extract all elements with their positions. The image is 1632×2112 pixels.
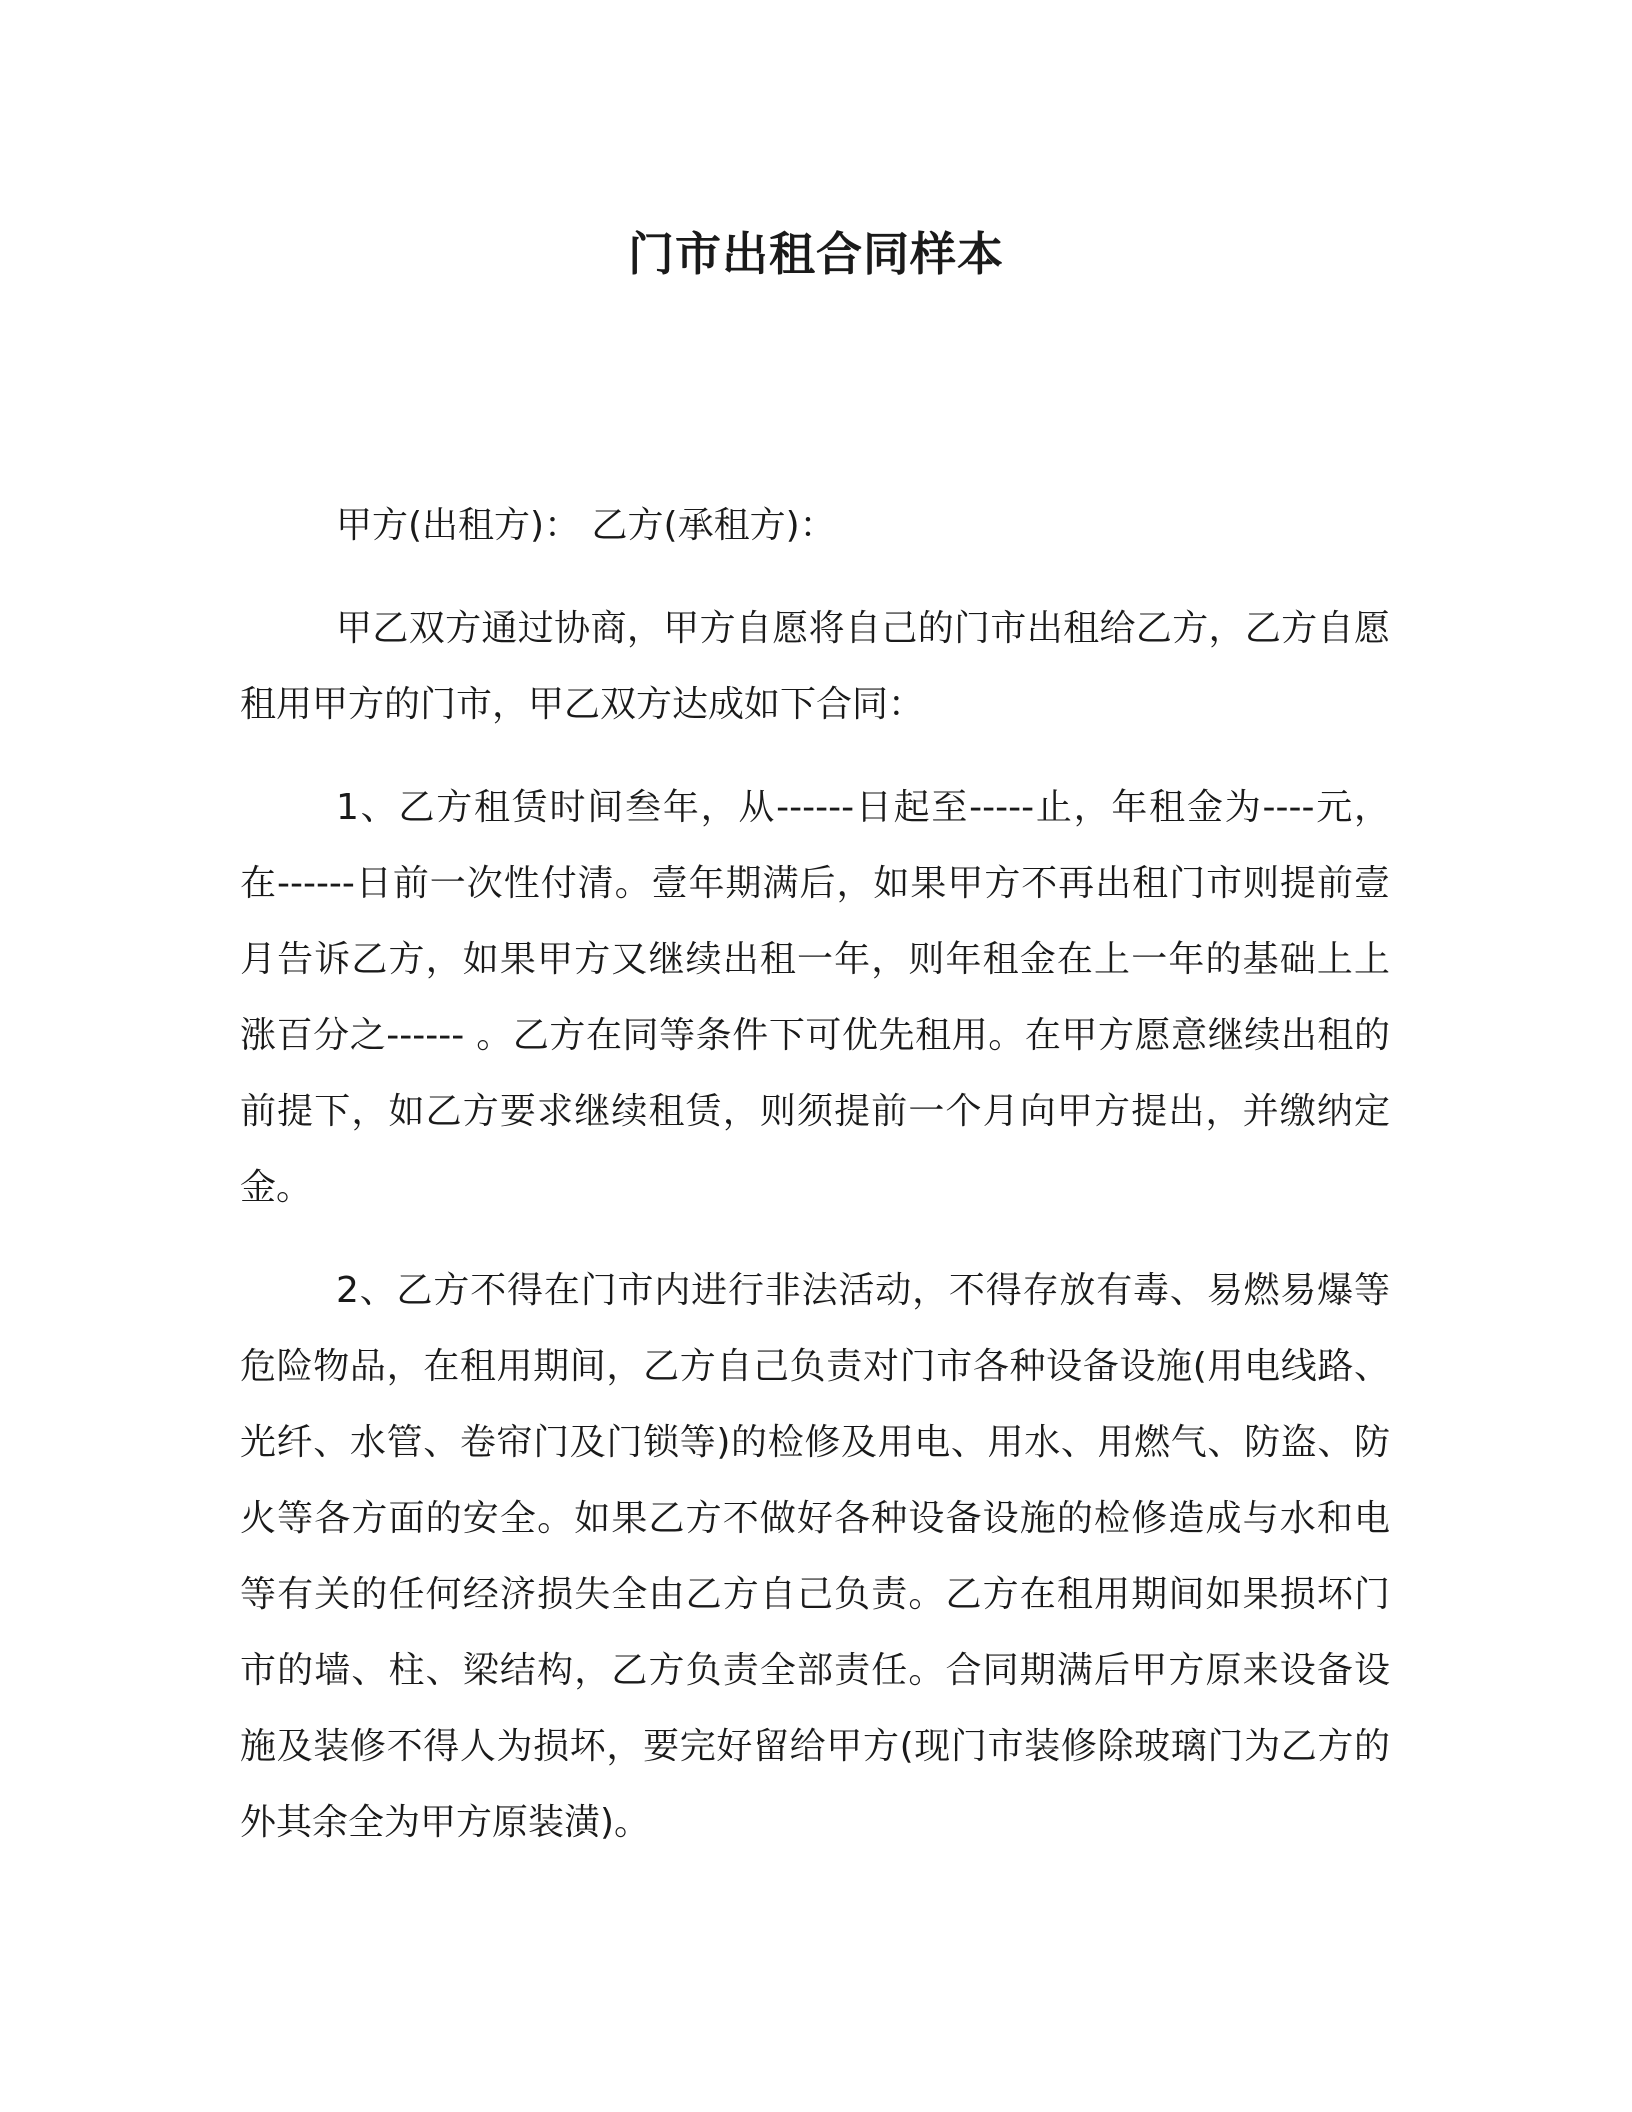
parties-line: 甲方(出租方)： 乙方(承租方)： bbox=[336, 505, 836, 546]
document-body bbox=[240, 488, 1390, 1888]
clause-2-paragraph: 2、乙方不得在门市内进行非法活动，不得存放有毒、易燃易爆等危险物品，在租用期间，乙方自己负责对门市各种设备设施(用电线路、光纤、水管、卷帘门及门锁等)的检修及用电、用水、用燃气、防盗、防火等各方面的安全。如果乙方不做好各种设备设施的检修造成与水和电等有关的任何经济损失全由乙方自己负责。乙方在租用期间如果损坏门市的墙、柱、梁结构，乙方负责全部责任。合同期满后甲方原来设备设施及装修不得人为损坏，要完好留给甲方(现门市装修除玻璃门为乙方的外其余全为甲方原装潢)。 bbox=[240, 1270, 1390, 1843]
clause-1-paragraph: 1、乙方租赁时间叁年，从------日起至-----止，年租金为----元，在------日前一次性付清。壹年期满后，如果甲方不再出租门市则提前壹月告诉乙方，如果甲方又继续出租一年，则年租金在上一年的基础上上涨百分之------ 。乙方在同等条件下可优先租用。在甲方愿意继续出租的前提下，如乙方要求继续租赁，则须提前一个月向甲方提出，并缴纳定金。 bbox=[240, 787, 1390, 1208]
intro-paragraph: 甲乙双方通过协商，甲方自愿将自己的门市出租给乙方，乙方自愿租用甲方的门市，甲乙双方达成如下合同： bbox=[240, 608, 1390, 725]
document-title: 门市出租合同样本 bbox=[628, 227, 1004, 281]
